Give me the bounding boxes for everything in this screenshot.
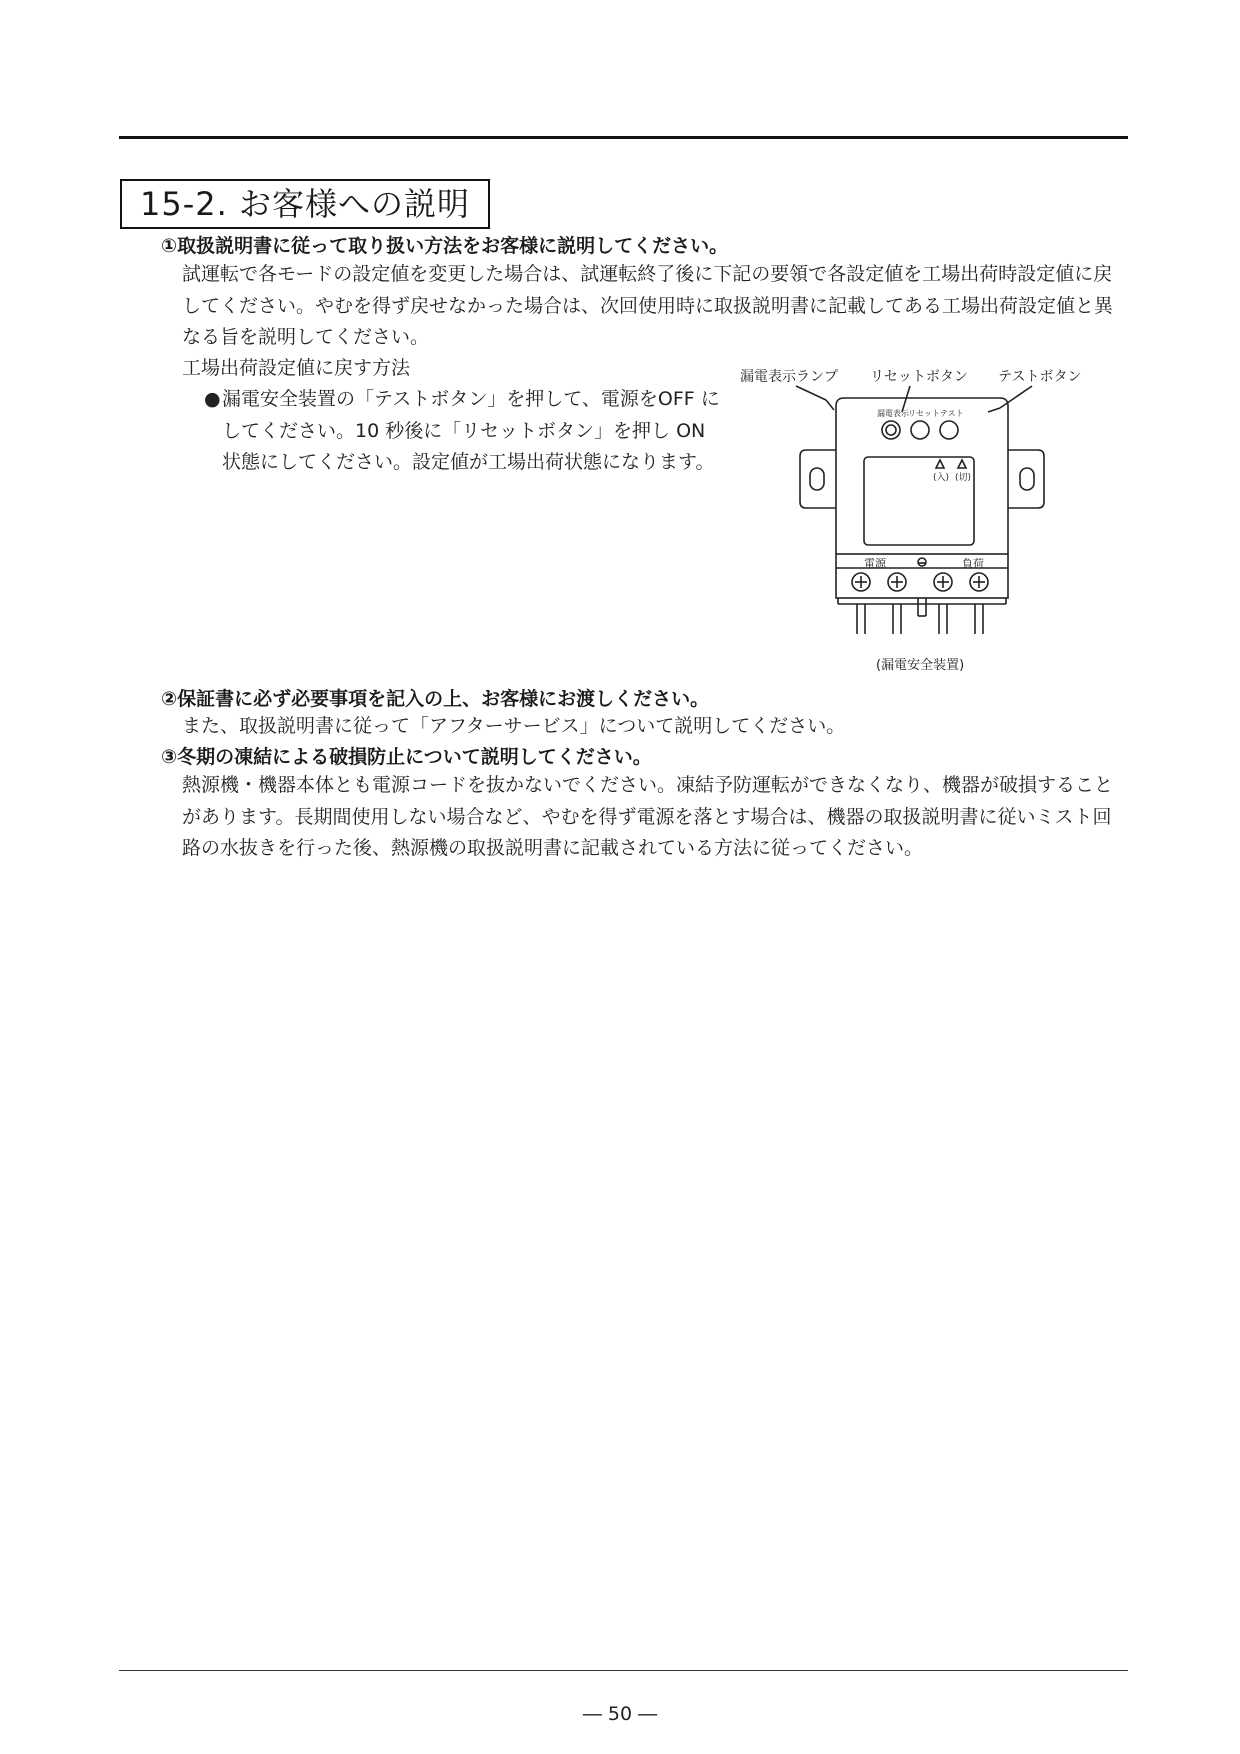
item-2-body: また、取扱説明書に従って「アフターサービス」について説明してください。: [182, 715, 846, 737]
reset-button-circle: [911, 421, 929, 439]
panel-test-label: テスト: [940, 409, 964, 418]
panel-reset-label: リセット: [908, 409, 940, 418]
test-button-circle: [940, 421, 958, 439]
item-3-heading: ③冬期の凍結による破損防止について説明してください。: [161, 746, 652, 768]
bullet-mark: ●: [204, 388, 221, 410]
left-mount-ear: [800, 450, 836, 508]
callout-reset-button: リセットボタン: [870, 369, 968, 385]
panel-power-label: 電源: [864, 557, 886, 570]
item-1-body: 試運転で各モードの設定値を変更した場合は、試運転終了後に下記の要領で各設定値を工場出荷時設定値に戻してください。やむを得ず戻せなかった場合は、次回使用時に取扱説明書に記載してある工場出荷設定値と異なる旨を説明してください。: [182, 263, 1114, 348]
top-rule: [119, 136, 1128, 139]
bottom-rule: [119, 1670, 1128, 1671]
item-1-heading: ①取扱説明書に従って取り扱い方法をお客様に説明してください。: [161, 235, 729, 257]
page-number: ― 50 ―: [582, 1703, 658, 1725]
item-1-bullet: [204, 384, 724, 479]
figure-caption: (漏電安全装置): [876, 658, 965, 673]
callout-test-button: テストボタン: [998, 369, 1082, 385]
panel-on-label: (入): [933, 473, 950, 483]
item-1-bullet-text: 漏電安全装置の「テストボタン」を押して、電源をOFF にしてください。10 秒後に「リセットボタン」を押し ON 状態にしてください。設定値が工場出荷状態になります。: [222, 388, 720, 473]
section-title: 15-2. お客様への説明: [120, 179, 490, 229]
on-arrow: [936, 460, 944, 468]
off-arrow: [958, 460, 966, 468]
item-3-body: 熱源機・機器本体とも電源コードを抜かないでください。凍結予防運転ができなくなり、機器が破損することがあります。長期間使用しない場合など、やむを得ず電源を落とす場合は、機器の取扱説明書に従いミスト回路の水抜きを行った後、熱源機の取扱説明書に記載されている方法に従ってください。: [182, 774, 1114, 859]
item-1-sub-heading: 工場出荷設定値に戻す方法: [182, 357, 411, 379]
ground-icon: [918, 558, 926, 566]
item-2-heading: ②保証書に必ず必要事項を記入の上、お客様にお渡しください。: [161, 688, 710, 710]
panel-load-label: 負荷: [962, 557, 984, 570]
leak-lamp-circle: [882, 421, 900, 439]
leakage-safety-device-figure: [740, 364, 1100, 684]
leader-test: [1000, 386, 1032, 408]
panel-off-label: (切): [955, 473, 972, 483]
leader-leak-lamp: [796, 386, 826, 400]
callout-leak-lamp: 漏電表示ランプ: [740, 369, 838, 385]
right-mount-ear: [1008, 450, 1044, 508]
left-mount-hole: [810, 468, 824, 490]
panel-leak-indicator-label: 漏電表示: [877, 409, 909, 418]
right-mount-hole: [1020, 468, 1034, 490]
